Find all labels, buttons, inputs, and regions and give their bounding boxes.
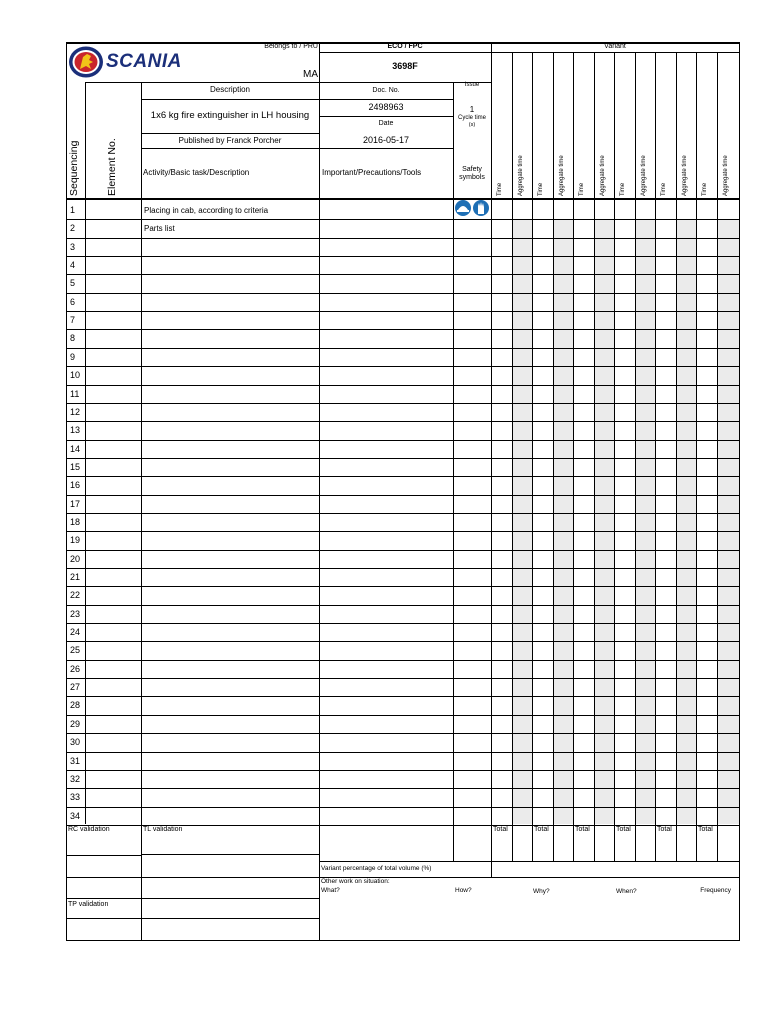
grid-line <box>141 148 319 149</box>
belongs-to-value: MA <box>303 69 318 80</box>
row-sequence-number: 10 <box>70 370 81 380</box>
grid-line <box>319 99 453 100</box>
sheet-right-border <box>739 42 740 941</box>
time-header: Time <box>661 182 667 196</box>
tl-validation-label: TL validation <box>143 826 183 833</box>
table-header-bottom <box>66 198 739 200</box>
row-sequence-number: 24 <box>70 627 81 637</box>
cycle-time-unit: (s) <box>468 122 476 128</box>
row-sequence-number: 8 <box>70 333 76 343</box>
grid-line <box>676 52 677 861</box>
docno-value: 2498963 <box>368 102 404 112</box>
row-divider <box>66 715 739 716</box>
grid-line <box>141 82 142 940</box>
grid-line <box>512 52 513 861</box>
grid-line <box>141 133 319 134</box>
row-sequence-number: 26 <box>70 664 81 674</box>
variant-percentage-label: Variant percentage of total volume (%) <box>321 865 432 872</box>
row-sequence-number: 1 <box>70 205 76 215</box>
aggregate-time-header: Aggregate time <box>600 155 606 196</box>
grid-line <box>655 52 656 861</box>
row-sequence-number: 31 <box>70 756 81 766</box>
grid-line <box>614 52 615 861</box>
row-divider <box>66 752 739 753</box>
row-divider <box>66 219 739 220</box>
row-divider <box>66 770 739 771</box>
grid-line <box>66 898 319 899</box>
grid-line <box>319 52 491 53</box>
frequency-label: Frequency <box>700 887 731 894</box>
row-sequence-number: 29 <box>70 719 81 729</box>
row-divider <box>66 329 739 330</box>
gloves-icon <box>473 200 489 216</box>
eco-value: 3698F <box>392 61 418 71</box>
docno-label: Doc. No. <box>372 87 400 94</box>
element-no-header: Element No. <box>106 138 118 196</box>
row-divider <box>66 696 739 697</box>
row-divider <box>66 238 739 239</box>
row-sequence-number: 17 <box>70 499 81 509</box>
row-divider <box>66 440 739 441</box>
grid-line <box>491 52 739 53</box>
row-divider <box>66 293 739 294</box>
how-label: How? <box>455 887 472 894</box>
row-sequence-number: 2 <box>70 223 76 233</box>
grid-line <box>635 52 636 861</box>
brand-wordmark: SCANIA <box>106 51 182 72</box>
row-sequence-number: 22 <box>70 590 81 600</box>
row-divider <box>66 348 739 349</box>
row-divider <box>66 274 739 275</box>
grid-line <box>66 877 319 878</box>
row-sequence-number: 7 <box>70 315 76 325</box>
grid-line <box>319 148 453 149</box>
row-sequence-number: 14 <box>70 444 81 454</box>
grid-line <box>573 52 574 861</box>
aggregate-time-header: Aggregate time <box>641 155 647 196</box>
important-header: Important/Precautions/Tools <box>322 168 422 177</box>
row-sequence-number: 16 <box>70 480 81 490</box>
row-activity-text: Parts list <box>144 224 175 233</box>
grid-line <box>141 854 319 855</box>
rc-validation-label: RC validation <box>68 826 110 833</box>
other-work-label: Other work on situation: <box>321 878 390 885</box>
row-divider <box>66 256 739 257</box>
grid-line <box>141 99 319 100</box>
variant-total-label: Total <box>493 826 508 833</box>
grid-line <box>141 918 319 919</box>
row-sequence-number: 4 <box>70 260 76 270</box>
why-label: Why? <box>533 888 550 895</box>
grid-line <box>717 52 718 861</box>
row-divider <box>66 531 739 532</box>
row-divider <box>66 366 739 367</box>
row-sequence-number: 12 <box>70 407 81 417</box>
issue-value: 1 <box>469 105 475 114</box>
grid-line <box>85 82 319 83</box>
row-divider <box>66 385 739 386</box>
row-divider <box>66 641 739 642</box>
row-sequence-number: 9 <box>70 352 76 362</box>
issue-label: Issue <box>464 82 480 88</box>
row-divider <box>66 623 739 624</box>
grid-line <box>594 52 595 861</box>
row-sequence-number: 34 <box>70 811 81 821</box>
row-divider <box>66 660 739 661</box>
sheet-bottom-border <box>66 940 739 941</box>
row-sequence-number: 28 <box>70 700 81 710</box>
tp-validation-label: TP validation <box>68 901 109 908</box>
row-sequence-number: 33 <box>70 792 81 802</box>
row-sequence-number: 30 <box>70 737 81 747</box>
grid-line <box>696 52 697 861</box>
variant-total-label: Total <box>657 826 672 833</box>
description-value: 1x6 kg fire extinguisher in LH housing <box>150 110 310 121</box>
grid-line <box>553 52 554 861</box>
row-divider <box>66 605 739 606</box>
row-divider <box>66 550 739 551</box>
time-header: Time <box>702 182 708 196</box>
row-divider <box>66 807 739 808</box>
scania-logo <box>67 45 105 83</box>
what-label: What? <box>321 887 340 894</box>
row-divider <box>66 421 739 422</box>
row-divider <box>66 495 739 496</box>
row-divider <box>66 311 739 312</box>
aggregate-time-header: Aggregate time <box>518 155 524 196</box>
variant-total-label: Total <box>575 826 590 833</box>
row-sequence-number: 11 <box>70 389 80 399</box>
variant-total-label: Total <box>616 826 631 833</box>
aggregate-time-header: Aggregate time <box>723 155 729 196</box>
row-sequence-number: 13 <box>70 425 81 435</box>
time-header: Time <box>497 182 503 196</box>
aggregate-time-header: Aggregate time <box>559 155 565 196</box>
row-divider <box>66 788 739 789</box>
row-sequence-number: 25 <box>70 645 81 655</box>
row-sequence-number: 27 <box>70 682 81 692</box>
grid-line <box>66 918 141 919</box>
belongs-to-label: Belongs to / PRU <box>264 43 318 50</box>
safety-symbols-group <box>455 198 489 222</box>
eco-label: ECO / FPC <box>387 43 423 50</box>
description-label: Description <box>209 85 251 94</box>
variant-label: Variant <box>604 43 626 50</box>
row-sequence-number: 18 <box>70 517 81 527</box>
published-by: Published by Franck Porcher <box>178 136 282 145</box>
grid-line <box>319 116 453 117</box>
row-divider <box>66 458 739 459</box>
time-header: Time <box>620 182 626 196</box>
row-sequence-number: 15 <box>70 462 81 472</box>
grid-line <box>85 82 86 824</box>
variant-total-label: Total <box>698 826 713 833</box>
row-sequence-number: 19 <box>70 535 81 545</box>
row-divider <box>66 403 739 404</box>
time-header: Time <box>538 182 544 196</box>
grid-line <box>532 52 533 861</box>
grid-line <box>319 861 739 862</box>
row-sequence-number: 6 <box>70 297 76 307</box>
grid-line <box>319 42 320 940</box>
row-divider <box>66 476 739 477</box>
row-sequence-number: 32 <box>70 774 81 784</box>
aggregate-time-header: Aggregate time <box>682 155 688 196</box>
time-header: Time <box>579 182 585 196</box>
grid-line <box>66 855 141 856</box>
date-value: 2016-05-17 <box>362 135 410 145</box>
row-divider <box>66 568 739 569</box>
date-label: Date <box>378 120 394 127</box>
activity-header: Activity/Basic task/Description <box>143 168 250 177</box>
row-sequence-number: 23 <box>70 609 81 619</box>
safety-header: Safety symbols <box>459 166 485 182</box>
row-divider <box>66 678 739 679</box>
row-divider <box>66 586 739 587</box>
row-sequence-number: 3 <box>70 242 76 252</box>
when-label: When? <box>616 888 637 895</box>
row-sequence-number: 20 <box>70 554 81 564</box>
row-activity-text: Placing in cab, according to criteria <box>144 206 269 215</box>
cycle-time-label: Cycle time <box>457 115 487 121</box>
helmet-icon <box>455 200 471 216</box>
scania-griffin-icon <box>67 45 105 79</box>
row-sequence-number: 21 <box>70 572 81 582</box>
sequencing-header: Sequencing <box>68 140 80 196</box>
variant-total-label: Total <box>534 826 549 833</box>
row-sequence-number: 5 <box>70 278 76 288</box>
row-divider <box>66 513 739 514</box>
row-divider <box>66 733 739 734</box>
